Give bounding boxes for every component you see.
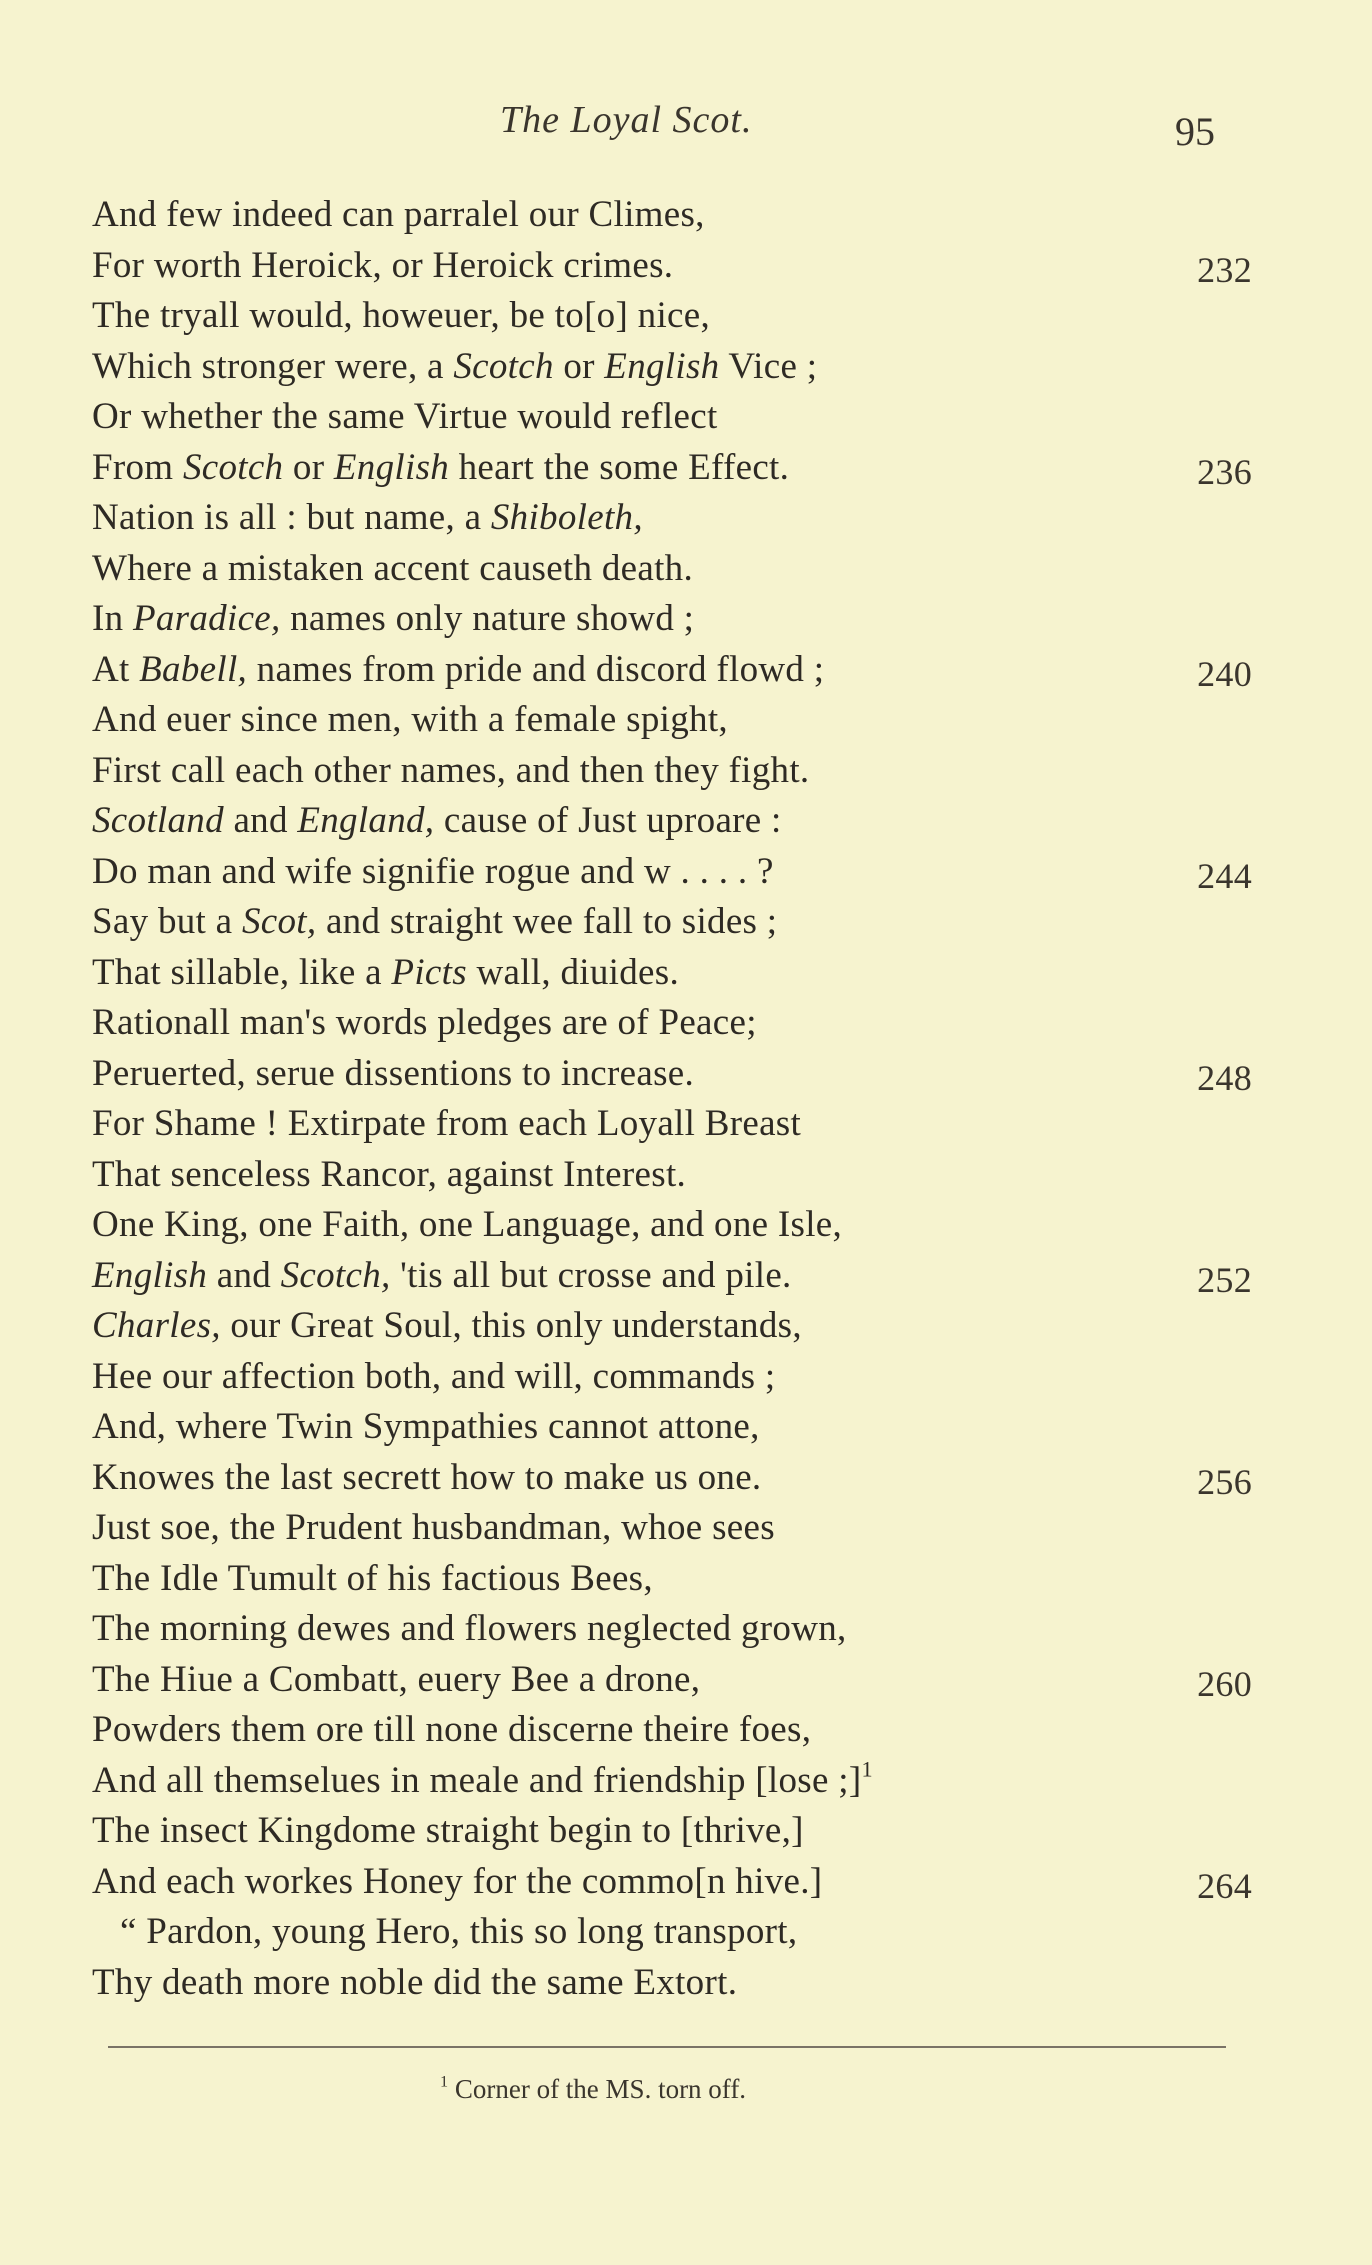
poem-line-text [92,295,710,336]
text-segment: And all themselues in meale and friendship [lose ;] [92,1759,862,1801]
footnote-rule [108,2046,1226,2048]
poem-line-text [92,396,718,437]
text-segment: names from pride and discord flowd ; [247,648,825,690]
italic-segment: English [604,345,720,387]
line-number: 236 [1197,451,1252,492]
line-number: 244 [1197,855,1252,896]
poem-line [92,493,1252,544]
line-number: 256 [1197,1461,1252,1502]
text-segment: wall, diuides. [466,951,679,993]
italic-segment: Scot, [241,901,317,942]
text-segment: And few indeed can parralel our Climes, [92,194,705,235]
italic-segment: Scotch [182,446,284,488]
italic-segment: Picts [391,951,467,993]
text-segment: or [553,345,605,387]
text-segment: and [207,1254,281,1296]
line-number: 232 [1197,249,1252,290]
poem-line [92,695,1252,746]
poem-line-text [92,1709,811,1750]
poem-line-text [92,1755,873,1801]
text-segment: Where a mistaken accent causeth death. [92,547,694,589]
poem-line [92,190,1252,241]
text-segment: The morning dewes and flowers neglected grown, [92,1608,847,1649]
poem-line-text [92,1558,653,1599]
text-segment: Which stronger were, a [92,345,454,387]
text-segment: That sillable, like a [92,951,392,993]
text-segment: Do man and wife signifie rogue and w . . . . ? [92,850,774,892]
text-segment: First call each other names, and then they fight. [92,749,810,791]
poem-line [92,342,1252,393]
text-segment: Or whether the same Virtue would reflect [92,396,718,437]
poem-line-text [92,1053,694,1094]
text-segment: 'tis all but crosse and pile. [390,1254,792,1296]
running-title: The Loyal Scot. [500,99,753,141]
italic-segment: English [92,1254,208,1296]
text-segment: our Great Soul, this only understands, [220,1305,802,1346]
italic-segment: Shiboleth, [490,497,643,538]
italic-segment: Scotch, [280,1254,391,1296]
text-segment: Thy death more noble did the same Extort. [92,1961,738,2003]
poem-line-text [92,548,693,589]
italic-segment: England, [297,800,435,841]
poem-line [92,1907,1252,1958]
text-segment: From [92,446,183,488]
poem-line [92,1099,1252,1150]
text-segment: And euer since men, with a female spight, [92,699,728,740]
italic-segment: Charles, [92,1305,221,1346]
text-segment: In [92,598,133,639]
italic-segment: Paradice, [132,598,281,639]
poem-line-text [92,1507,775,1548]
poem-line-text [92,750,809,791]
poem-line [92,1402,1252,1453]
poem-line-text [92,194,705,235]
poem-line-text [92,1962,737,2003]
poem-line-text [92,1861,822,1902]
poem-line [92,948,1252,999]
poem-line-text [92,1659,700,1700]
poem-line [92,241,1252,292]
line-number: 240 [1197,653,1252,694]
poem-line-text [92,1103,801,1144]
poem-line [92,1806,1252,1857]
poem-line-text [92,497,643,538]
poem-line [92,1958,1252,2009]
footnote-reference: 1 [861,1755,873,1781]
poem-line [92,1150,1252,1201]
text-segment: and straight wee fall to sides ; [316,901,778,942]
italic-segment: English [333,446,450,488]
poem-line-text [92,1810,804,1851]
poem-line [92,1200,1252,1251]
poem-line [92,746,1252,797]
poem-line [92,796,1252,847]
line-number: 260 [1197,1663,1252,1704]
poem-line-text [92,346,817,387]
italic-segment: Scotland [92,800,224,841]
text-segment: Hee our affection both, and will, commands ; [92,1355,776,1397]
poem-line [92,1301,1252,1352]
text-segment: Knowes the last secrett how to make us one. [92,1456,762,1498]
text-segment: For Shame ! Extirpate from each Loyall Breast [92,1103,802,1144]
text-segment: heart the some Effect. [449,446,790,488]
poem-line [92,392,1252,443]
text-segment: For worth Heroick, or Heroick crimes. [92,244,674,286]
poem-line [92,1604,1252,1655]
text-segment: cause of Just uproare : [434,800,782,841]
text-segment: “ Pardon, young Hero, this so long transport, [120,1911,798,1952]
text-segment: or [283,446,334,488]
poem-line [92,1655,1252,1706]
poem-line-text [92,1406,760,1447]
poem-line [92,897,1252,948]
poem-line-text [92,952,679,993]
poem-line-text [92,1356,775,1397]
poem-line [92,291,1252,342]
text-segment: Vice ; [719,345,818,387]
poem-line-text [92,800,782,841]
line-number: 248 [1197,1057,1252,1098]
poem-line-text [92,901,777,942]
text-segment: Powders them ore till none discerne theire foes, [92,1709,812,1750]
poem-line [92,1049,1252,1100]
text-segment: Rationall man's words pledges are of Peace; [92,1002,757,1043]
poem-line [92,443,1252,494]
poem-line [92,1503,1252,1554]
text-segment: The insect Kingdome straight begin to [thrive,] [92,1810,804,1851]
poem-line-text [92,245,673,286]
poem-line-text [92,1002,757,1043]
footnote-marker: 1 [440,2072,449,2091]
text-segment: And each workes Honey for the commo[n hive.] [92,1860,823,1902]
footnote-text: Corner of the MS. torn off. [454,2074,747,2104]
poem-line [92,998,1252,1049]
poem-line [92,544,1252,595]
poem-line-text [92,447,789,488]
text-segment: One King, one Faith, one Language, and one Isle, [92,1204,843,1245]
footnote [440,2074,746,2105]
poem-line-text [92,1457,762,1498]
poem-line-text [92,699,728,740]
poem-line [92,1352,1252,1403]
poem-line-text [92,1608,847,1649]
running-head [0,98,1372,158]
line-number: 252 [1197,1259,1252,1300]
poem-line-text [92,1204,842,1245]
poem-line-text [92,1154,686,1195]
text-segment: The tryall would, howeuer, be to[o] nice, [92,295,711,336]
poem-line [92,1251,1252,1302]
poem-line-text [92,1255,792,1296]
text-segment: names only nature showd ; [280,598,695,639]
text-segment: At [92,648,140,690]
poem-line-text [92,649,824,690]
poem-line-text [92,598,694,639]
text-segment: Just soe, the Prudent husbandman, whoe sees [92,1507,775,1548]
poem-line [92,847,1252,898]
poem-line [92,1705,1252,1756]
italic-segment: Scotch [453,345,554,387]
text-segment: And, where Twin Sympathies cannot attone, [92,1406,760,1447]
poem-line [92,1554,1252,1605]
text-segment: The Idle Tumult of his factious Bees, [92,1557,653,1599]
poem-line [92,1453,1252,1504]
italic-segment: Babell, [139,648,248,690]
poem-line [92,1857,1252,1908]
text-segment: Say but a [92,901,242,942]
poem-line-text [92,1305,802,1346]
poem-line [92,645,1252,696]
poem-body [92,190,1252,2008]
text-segment: and [223,800,298,841]
text-segment: Peruerted, serue dissentions to increase. [92,1052,695,1094]
page-number: 95 [1175,109,1215,154]
text-segment: That senceless Rancor, against Interest. [92,1153,687,1195]
poem-line-text [92,1911,797,1952]
poem-line-text [92,851,774,892]
text-segment: Nation is all : but name, a [92,497,491,538]
poem-line [92,594,1252,645]
poem-line [92,1756,1252,1807]
text-segment: The Hiue a Combatt, euery Bee a drone, [92,1658,701,1700]
line-number: 264 [1197,1865,1252,1906]
